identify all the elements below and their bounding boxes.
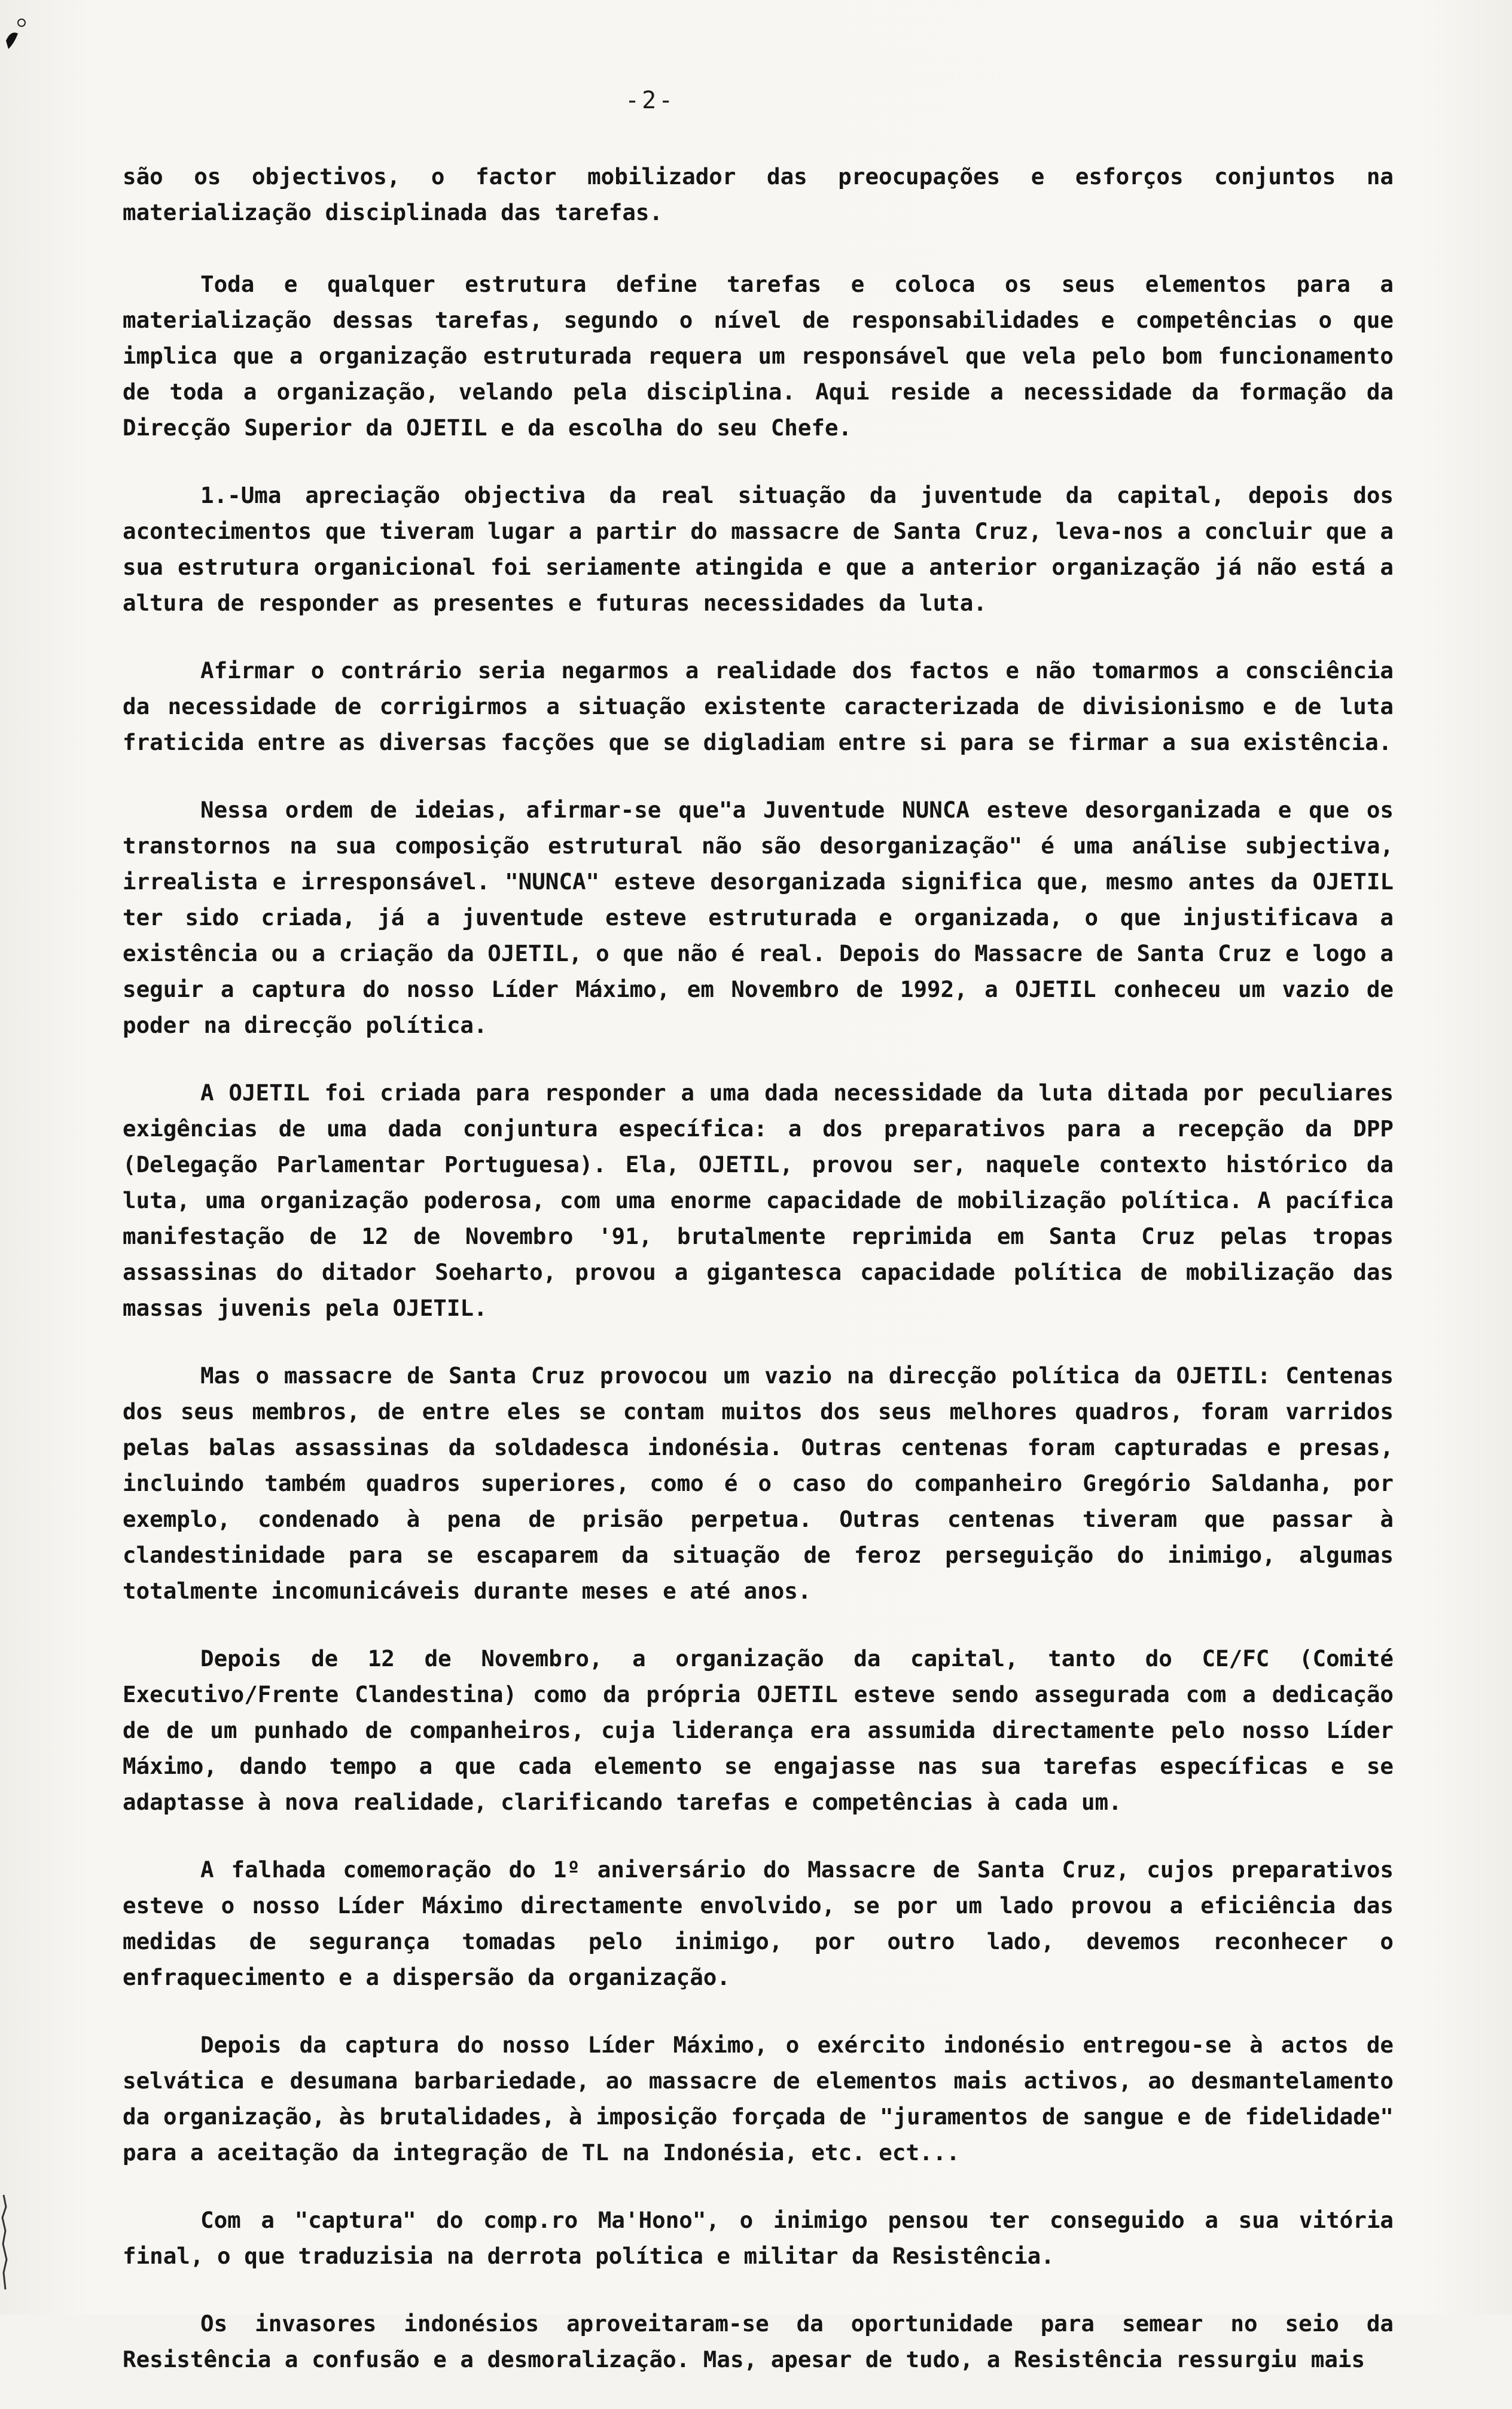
paragraph: Mas o massacre de Santa Cruz provocou um vazio na direcção política da OJETIL: Centenas dos seus membros, de entre eles se contam muitos dos seus melhores quadros, foram varridos pelas balas assassinas da soldadesca indonésia. Outras centenas foram capturadas e presas, incluindo também quadros superiores, como é o caso do companheiro Gregório Saldanha, por exemplo, condenado à pena de prisão perpetua. Outras centenas tiveram que passar à clandestinidade para se escaparem da situação de feroz perseguição do inimigo, algumas totalmente incomunicáveis durante meses e até anos. — [123, 1362, 1394, 1604]
paragraph: Nessa ordem de ideias, afirmar-se que"a Juventude NUNCA esteve desorganizada e que os transtornos na sua composição estrutural não são desorganização" é uma análise subjectiva, irrealista e irresponsável. "NUNCA" esteve desorganizada significa que, mesmo antes da OJETIL ter sido criada, já a juventude esteve estruturada e organizada, o que injustificava a existência ou a criação da OJETIL, o que não é real. Depois do Massacre de Santa Cruz e logo a seguir a captura do nosso Líder Máximo, em Novembro de 1992, a OJETIL conheceu um vazio de poder na direcção política. — [123, 797, 1394, 1038]
paragraph: Toda e qualquer estrutura define tarefas e coloca os seus elementos para a materialização dessas tarefas, segundo o nível de responsabilidades e competências o que implica que a organização estruturada requera um responsável que vela pelo bom funcionamento de toda a organização, velando pela disciplina. Aqui reside a necessidade da formação da Direcção Superior da OJETIL e da escolha do seu Chefe. — [123, 271, 1394, 441]
paragraph: A falhada comemoração do 1º aniversário do Massacre de Santa Cruz, cujos preparativos esteve o nosso Líder Máximo directamente envolvido, se por um lado provou a eficiência das medidas de segurança tomadas pelo inimigo, por outro lado, devemos reconhecer o enfraquecimento e a dispersão da organização. — [123, 1856, 1394, 1990]
corner-stamp-mark — [2, 10, 38, 51]
page-number: -2- — [625, 87, 676, 114]
paragraph: A OJETIL foi criada para responder a uma dada necessidade da luta ditada por peculiares exigências de uma dada conjuntura específica: a dos preparativos para a recepção da DPP (Delegação Parlamentar Portuguesa). Ela, OJETIL, provou ser, naquele contexto histórico da luta, uma organização poderosa, com uma enorme capacidade de mobilização política. A pacífica manifestação de 12 de Novembro '91, brutalmente reprimida em Santa Cruz pelas tropas assassinas do ditador Soeharto, provou a gigantesca capacidade política de mobilização das massas juvenis pela OJETIL. — [123, 1080, 1394, 1321]
paragraph: Os invasores indonésios aproveitaram-se da oportunidade para semear no seio da Resistência a confusão e a desmoralização. Mas, apesar de tudo, a Resistência ressurgiu mais — [123, 2310, 1394, 2373]
paragraph: Com a "captura" do comp.ro Ma'Hono", o inimigo pensou ter conseguido a sua vitória final, o que traduzisia na derrota política e militar da Resistência. — [123, 2207, 1394, 2269]
paragraph: Depois de 12 de Novembro, a organização da capital, tanto do CE/FC (Comité Executivo/Frente Clandestina) como da própria OJETIL esteve sendo assegurada com a dedicação de de um punhado de companheiros, cuja liderança era assumida directamente pelo nosso Líder Máximo, dando tempo a que cada elemento se engajasse nas sua tarefas específicas e se adaptasse à nova realidade, clarificando tarefas e competências à cada um. — [123, 1645, 1394, 1815]
paragraph: são os objectivos, o factor mobilizador das preocupações e esforços conjuntos na materialização disciplinada das tarefas. — [123, 163, 1394, 225]
paragraph: 1.-Uma apreciação objectiva da real situação da juventude da capital, depois dos acontecimentos que tiveram lugar a partir do massacre de Santa Cruz, leva-nos a concluir que a sua estrutura organicional foi seriamente atingida e que a anterior organização já não está a altura de responder as presentes e futuras necessidades da luta. — [123, 482, 1394, 616]
edge-scan-marks — [0, 2189, 18, 2297]
paragraph: Depois da captura do nosso Líder Máximo, o exército indonésio entregou-se à actos de selvática e desumana barbariedade, ao massacre de elementos mais activos, ao desmantelamento da organização, às brutalidades, à imposição forçada de "juramentos de sangue e de fidelidade" para a aceitação da integração de TL na Indonésia, etc. ect... — [123, 2032, 1394, 2166]
document-body — [123, 158, 1394, 2409]
paragraph: Afirmar o contrário seria negarmos a realidade dos factos e não tomarmos a consciência da necessidade de corrigirmos a situação existente caracterizada de divisionismo e de luta fraticida entre as diversas facções que se digladiam entre si para se firmar a sua existência. — [123, 657, 1394, 755]
